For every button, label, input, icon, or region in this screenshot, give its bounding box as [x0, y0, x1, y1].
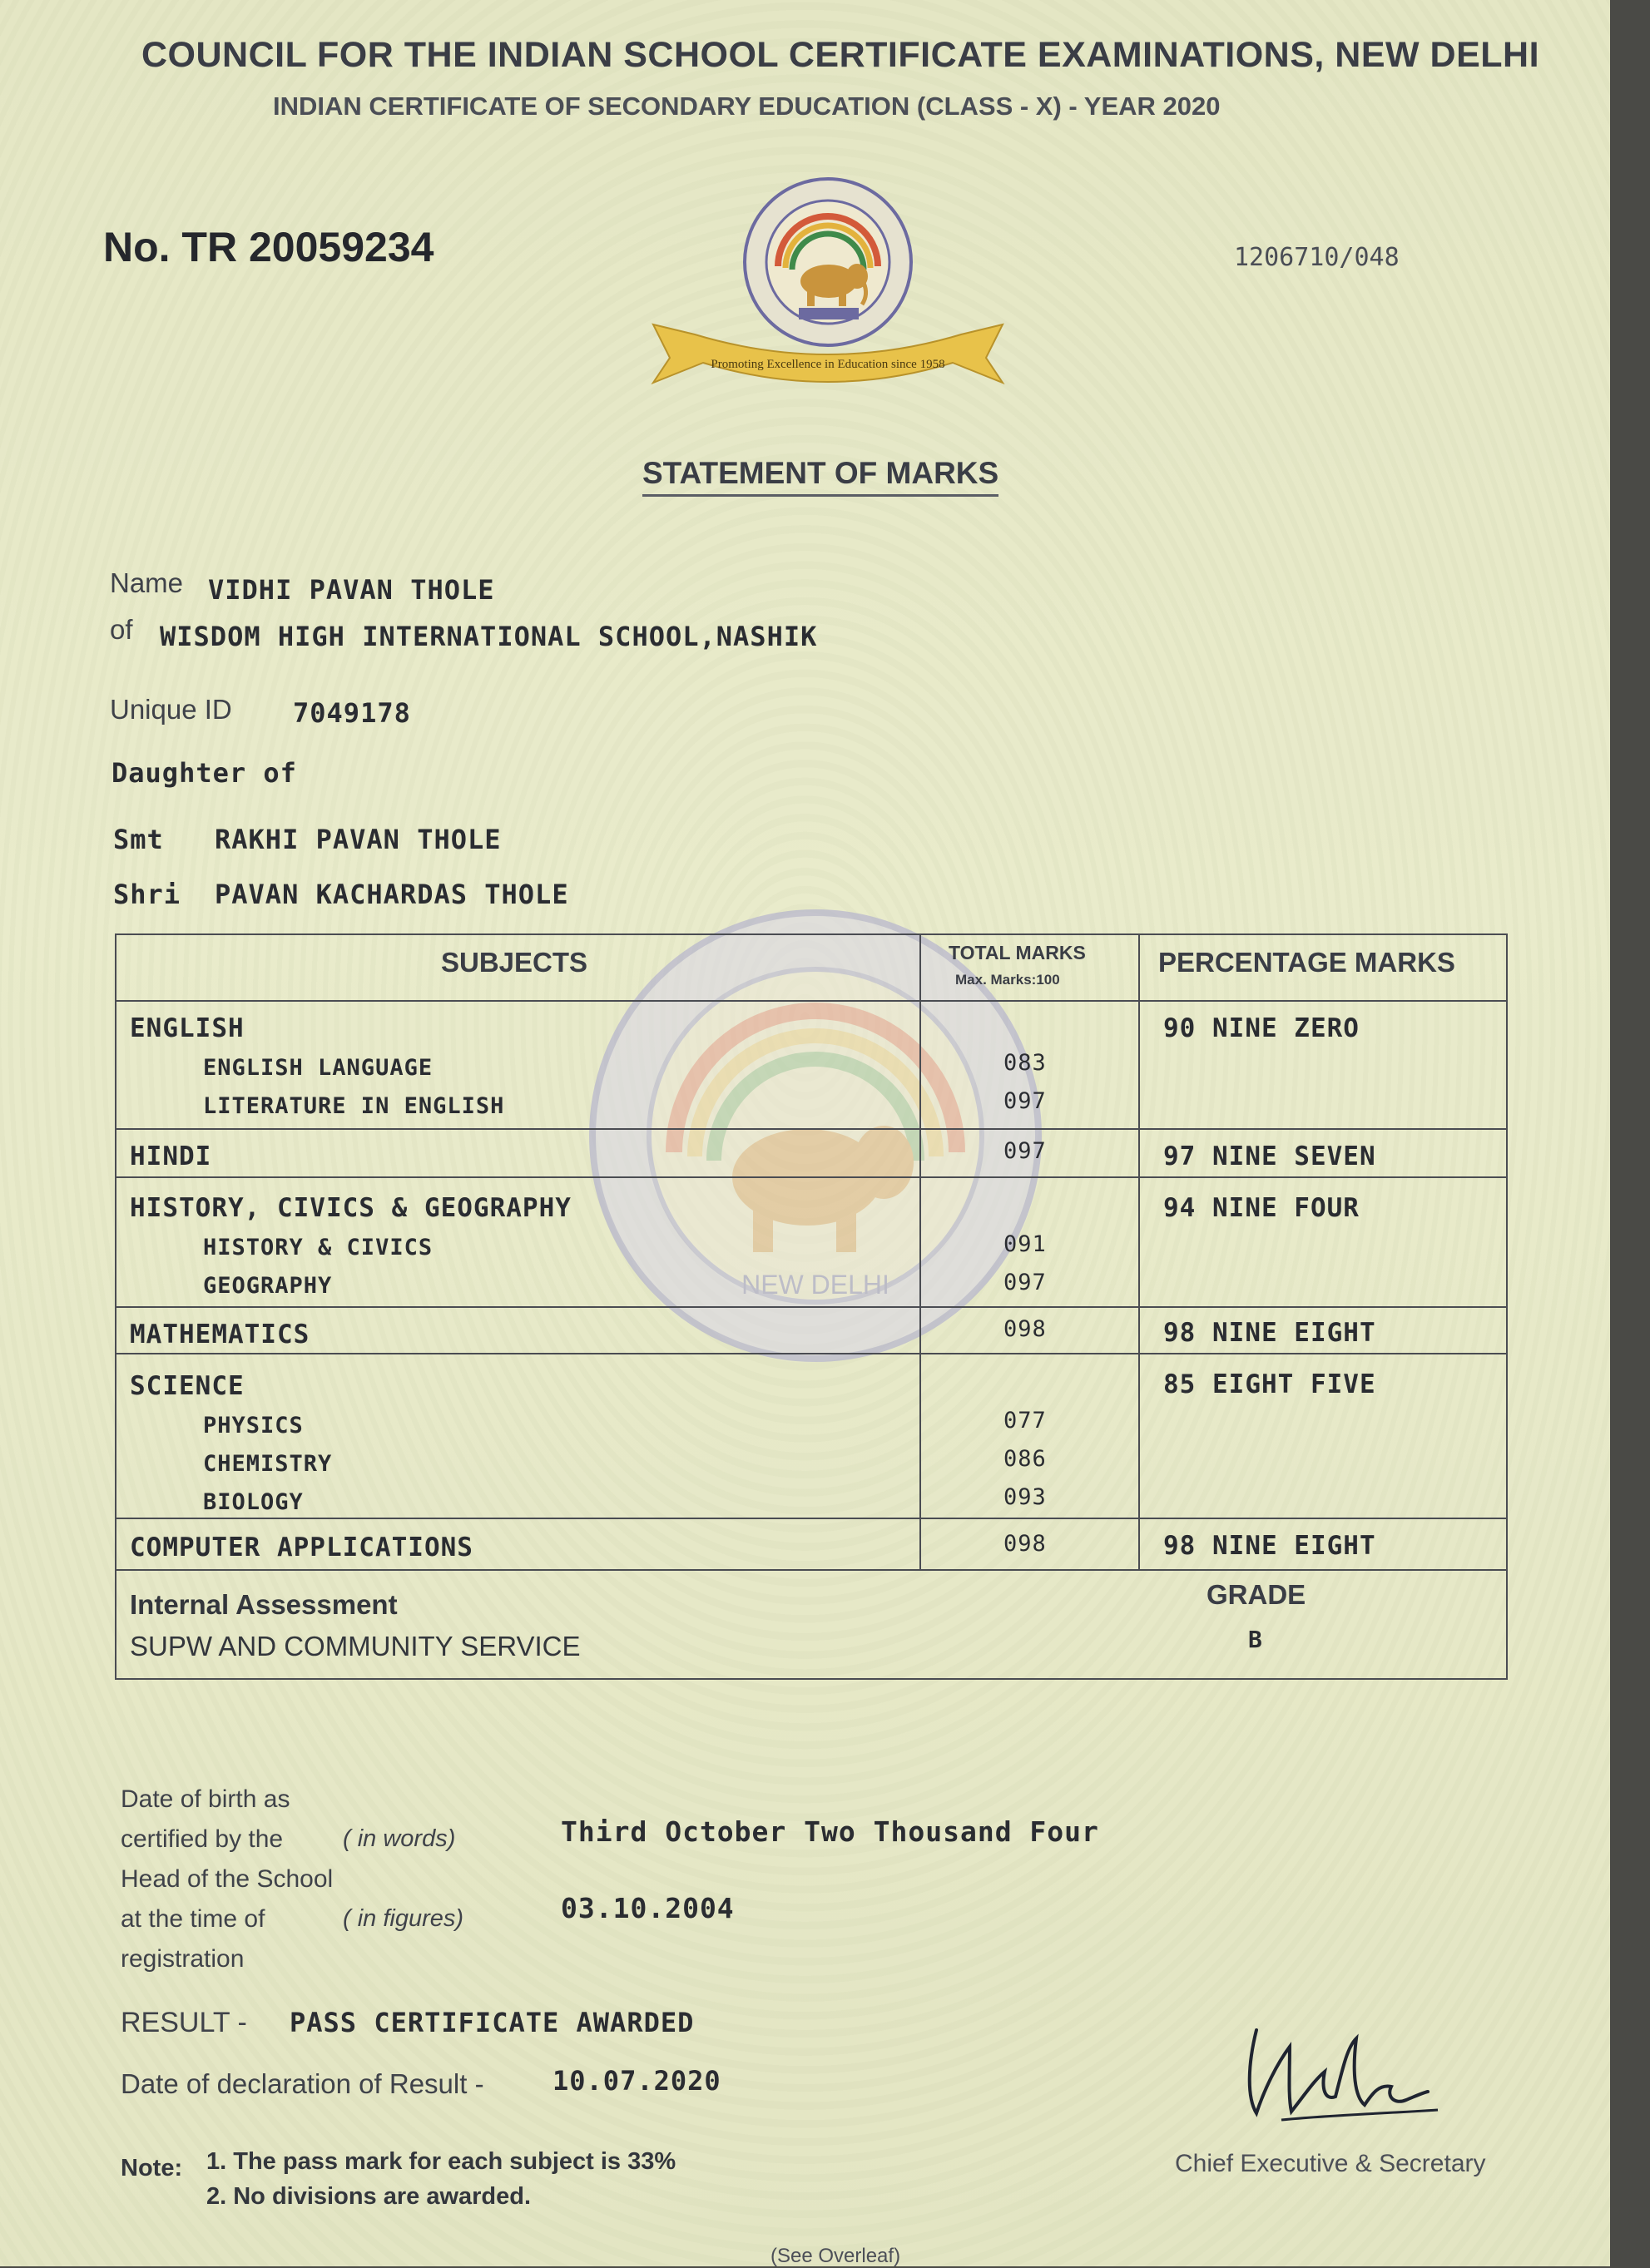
percentage-value: 90 NINE ZERO [1163, 1013, 1360, 1043]
marks-value: 093 [1003, 1484, 1047, 1510]
marks-value: 097 [1003, 1138, 1047, 1164]
father-prefix: Shri [113, 879, 181, 910]
subjects-header: SUBJECTS [441, 947, 588, 978]
dob-label-line5: registration [121, 1945, 245, 1973]
result-label: RESULT - [121, 2007, 247, 2038]
dob-label-line4: at the time of [121, 1905, 265, 1933]
exam-title: INDIAN CERTIFICATE OF SECONDARY EDUCATION (CLASS - X) - YEAR 2020 [273, 92, 1221, 121]
motto-ribbon-icon [645, 308, 1011, 399]
supw-subject: SUPW AND COMMUNITY SERVICE [130, 1631, 581, 1661]
marks-value: 086 [1003, 1446, 1047, 1472]
marks-value: 098 [1003, 1316, 1047, 1342]
marks-value: 098 [1003, 1531, 1047, 1557]
result-value: PASS CERTIFICATE AWARDED [290, 2007, 695, 2038]
serial-number: 1206710/048 [1234, 243, 1400, 272]
marks-value: 097 [1003, 1270, 1047, 1295]
student-name: VIDHI PAVAN THOLE [208, 574, 495, 606]
internal-assessment-label: Internal Assessment [130, 1589, 398, 1620]
subject-part: GEOGRAPHY [203, 1273, 333, 1299]
subject-part: HISTORY & CIVICS [203, 1235, 434, 1260]
percentage-value: 98 NINE EIGHT [1163, 1531, 1376, 1561]
grade-value: B [1248, 1626, 1262, 1653]
subject-part: BIOLOGY [203, 1489, 304, 1515]
percentage-header: PERCENTAGE MARKS [1158, 947, 1455, 978]
subject-history-civics-geography: HISTORY, CIVICS & GEOGRAPHY [130, 1193, 572, 1223]
relation-label: Daughter of [111, 757, 297, 789]
subject-part: CHEMISTRY [203, 1451, 333, 1477]
subject-part: LITERATURE IN ENGLISH [203, 1093, 505, 1119]
subject-hindi: HINDI [130, 1141, 212, 1171]
max-marks-note: Max. Marks:100 [955, 972, 1060, 988]
mother-prefix: Smt [113, 824, 164, 855]
subject-part: ENGLISH LANGUAGE [203, 1055, 434, 1081]
unique-id-label: Unique ID [110, 694, 232, 725]
subject-computer-applications: COMPUTER APPLICATIONS [130, 1533, 473, 1562]
note-divisions: 2. No divisions are awarded. [206, 2183, 532, 2210]
signatory-title: Chief Executive & Secretary [1175, 2150, 1486, 2177]
school-label: of [110, 614, 133, 645]
dob-figures-label: ( in figures) [343, 1905, 464, 1932]
marks-value: 083 [1003, 1050, 1047, 1076]
marks-table [115, 933, 1508, 1680]
dob-label-line2: certified by the [121, 1825, 284, 1853]
total-marks-header: TOTAL MARKS [949, 942, 1086, 963]
dob-label-line3: Head of the School [121, 1865, 334, 1893]
percentage-value: 94 NINE FOUR [1163, 1193, 1360, 1223]
marks-value: 077 [1003, 1408, 1047, 1434]
note-label: Note: [121, 2155, 183, 2181]
council-title: COUNCIL FOR THE INDIAN SCHOOL CERTIFICATE EXAMINATIONS, NEW DELHI [141, 35, 1540, 75]
subject-part: PHYSICS [203, 1413, 304, 1439]
marks-value: 091 [1003, 1231, 1047, 1257]
note-pass-mark: 1. The pass mark for each subject is 33% [206, 2148, 676, 2175]
signature-icon [1231, 2013, 1448, 2130]
subject-science: SCIENCE [130, 1371, 245, 1401]
watermark-text: NEW DELHI [741, 1270, 889, 1300]
percentage-value: 98 NINE EIGHT [1163, 1318, 1376, 1348]
declaration-date: 10.07.2020 [552, 2065, 721, 2097]
grade-header: GRADE [1207, 1579, 1306, 1610]
dob-words-label: ( in words) [343, 1825, 456, 1852]
mother-name: RAKHI PAVAN THOLE [215, 824, 502, 855]
name-label: Name [110, 567, 184, 598]
statement-heading: STATEMENT OF MARKS [642, 456, 998, 497]
unique-id: 7049178 [293, 697, 411, 729]
motto-text: Promoting Excellence in Education since 1958 [711, 358, 945, 371]
marks-value: 097 [1003, 1088, 1047, 1114]
see-overleaf: (See Overleaf) [770, 2245, 901, 2267]
declaration-label: Date of declaration of Result - [121, 2068, 484, 2099]
school-name: WISDOM HIGH INTERNATIONAL SCHOOL,NASHIK [160, 621, 818, 652]
certificate-number: No. TR 20059234 [103, 224, 434, 270]
percentage-value: 97 NINE SEVEN [1163, 1141, 1376, 1171]
father-name: PAVAN KACHARDAS THOLE [215, 879, 569, 910]
dob-in-figures: 03.10.2004 [561, 1892, 735, 1924]
dob-in-words: Third October Two Thousand Four [561, 1815, 1099, 1848]
percentage-value: 85 EIGHT FIVE [1163, 1369, 1376, 1399]
subject-english: ENGLISH [130, 1013, 245, 1043]
subject-mathematics: MATHEMATICS [130, 1320, 310, 1349]
dob-label-line1: Date of birth as [121, 1785, 290, 1813]
